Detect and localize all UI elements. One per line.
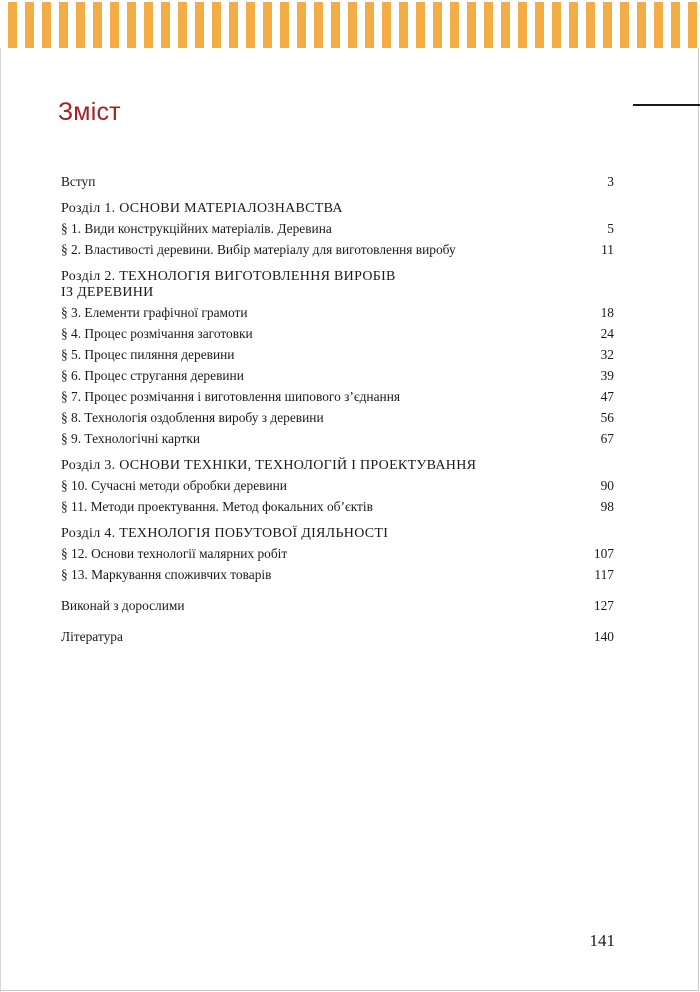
section-heading [61,201,614,217]
toc-entry-page: 47 [600,389,614,404]
toc-entry-page: 5 [607,221,614,236]
toc-entry-title: § 3. Елементи графічної грамоти [61,305,248,320]
toc-entry-title: Виконай з дорослими [61,598,185,613]
toc-section-2 [61,269,614,449]
toc-entry-page: 140 [593,629,614,644]
toc-entry[interactable] [61,496,614,517]
toc-entry-title: § 10. Сучасні методи обробки деревини [61,478,287,493]
toc-entry-page: 117 [594,567,614,582]
toc-entry[interactable] [61,407,614,428]
toc-entry-title: § 12. Основи технології малярних робіт [61,546,288,561]
toc-section-1 [61,201,614,260]
section-heading-line: Розділ 1. ОСНОВИ МАТЕРІАЛОЗНАВСТВА [61,201,343,216]
toc-entry[interactable] [61,564,614,585]
toc-entry[interactable] [61,239,614,260]
table-of-contents [61,171,614,647]
toc-entry-title: § 13. Маркування споживчих товарів [61,567,272,582]
toc-section-3 [61,458,614,517]
page-edge-rule [0,48,1,992]
toc-entry-title: § 5. Процес пиляння деревини [61,347,235,362]
section-heading-line: Розділ 3. ОСНОВИ ТЕХНІКИ, ТЕХНОЛОГІЙ І ПРОЕКТУВАННЯ [61,458,477,473]
toc-entry-title: § 9. Технологічні картки [61,431,201,446]
toc-section-4 [61,526,614,585]
toc-entry[interactable] [61,475,614,496]
toc-entry[interactable] [61,302,614,323]
toc-entry-page: 67 [600,431,614,446]
page-number: 141 [589,931,615,950]
toc-entry-page: 127 [593,598,614,613]
toc-entry-page: 107 [593,546,614,561]
toc-entry-page: 90 [600,478,614,493]
decorative-rule [633,104,700,106]
toc-entry-page: 18 [600,305,614,320]
toc-entry[interactable] [61,543,614,564]
toc-entry-title: § 4. Процес розмічання заготовки [61,326,253,341]
toc-entry-title: § 2. Властивості деревини. Вибір матеріалу для виготовлення виробу [61,242,456,257]
toc-entry-title: § 7. Процес розмічання і виготовлення шипового з’єднання [61,389,401,404]
toc-entry-page: 3 [607,174,614,189]
toc-entry-page: 39 [600,368,614,383]
toc-entry-page: 32 [600,347,614,362]
toc-entry-intro[interactable] [61,171,614,192]
section-heading [61,526,614,542]
toc-entry-title: § 8. Технологія оздоблення виробу з деревини [61,410,324,425]
toc-entry-page: 56 [600,410,614,425]
toc-entry[interactable] [61,323,614,344]
page-title: Зміст [58,98,121,126]
toc-entry[interactable] [61,365,614,386]
toc-entry-page: 11 [601,242,614,257]
toc-entry-title: Література [61,629,123,644]
toc-entry[interactable] [61,344,614,365]
toc-entry-with-adults[interactable] [61,595,614,616]
section-heading-line: Розділ 2. ТЕХНОЛОГІЯ ВИГОТОВЛЕННЯ ВИРОБІВ [61,269,396,284]
section-heading [61,269,614,301]
section-heading [61,458,614,474]
toc-entry-page: 24 [600,326,614,341]
section-heading-line: Розділ 4. ТЕХНОЛОГІЯ ПОБУТОВОЇ ДІЯЛЬНОСТІ [61,526,389,541]
toc-entry-title: § 1. Види конструкційних матеріалів. Деревина [61,221,332,236]
toc-entry[interactable] [61,428,614,449]
toc-entry[interactable] [61,218,614,239]
section-heading-line: ІЗ ДЕРЕВИНИ [61,285,154,300]
toc-entry-title: § 6. Процес стругання деревини [61,368,244,383]
toc-entry-literature[interactable] [61,626,614,647]
toc-entry[interactable] [61,386,614,407]
toc-entry-title: § 11. Методи проектування. Метод фокальних об’єктів [61,499,373,514]
toc-entry-page: 98 [600,499,614,514]
decorative-stripe-band [0,0,700,48]
toc-entry-title: Вступ [61,174,96,189]
